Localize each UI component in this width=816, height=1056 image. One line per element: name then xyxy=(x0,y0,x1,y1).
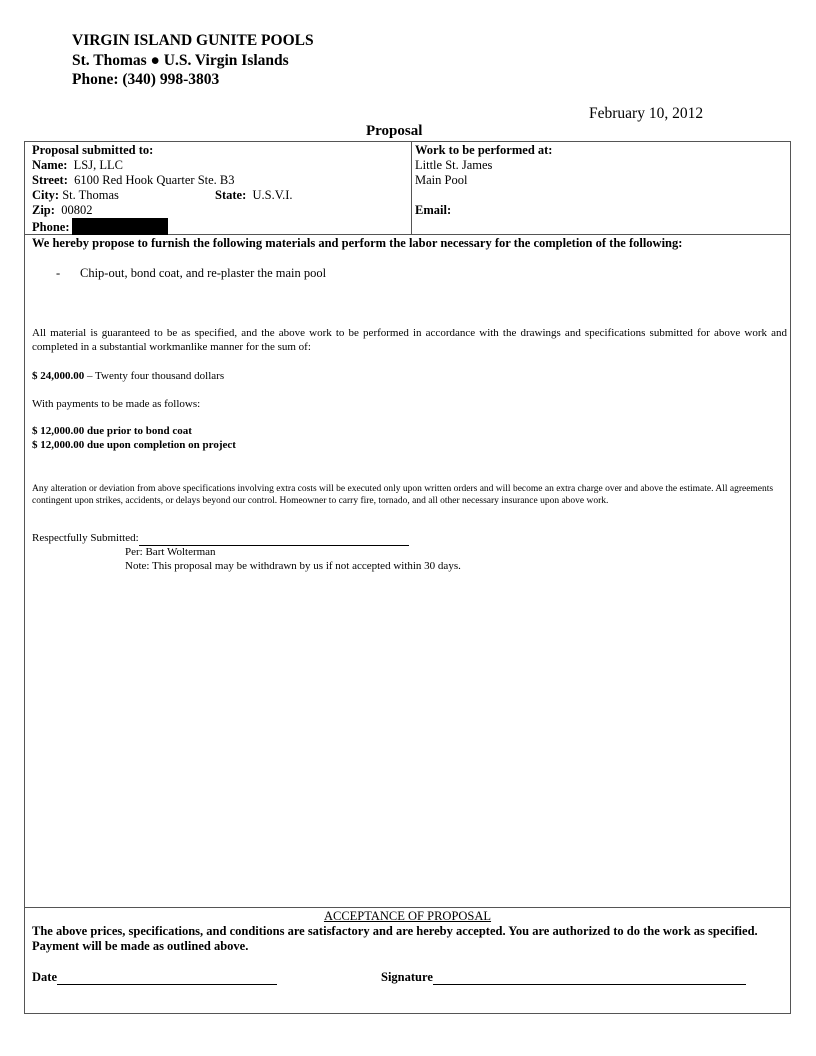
payment-1: $ 12,000.00 due prior to bond coat xyxy=(32,425,192,437)
signature-line[interactable] xyxy=(433,971,746,985)
column-divider xyxy=(411,142,412,234)
city-value: St. Thomas xyxy=(62,188,119,202)
state-value: U.S.V.I. xyxy=(252,188,293,202)
respectfully-submitted: Respectfully Submitted: xyxy=(32,532,409,546)
company-location: St. Thomas ● U.S. Virgin Islands xyxy=(72,51,289,69)
acceptance-heading: ACCEPTANCE OF PROPOSAL xyxy=(323,909,492,923)
amount-words: – Twenty four thousand dollars xyxy=(84,370,225,382)
redacted-phone xyxy=(72,218,168,235)
work-location-line2: Main Pool xyxy=(415,173,468,187)
submitted-signature-line xyxy=(139,533,409,546)
street-value: 6100 Red Hook Quarter Ste. B3 xyxy=(74,173,235,187)
phone-row: Phone: xyxy=(32,218,407,235)
city-state-row: City: St. Thomas State: U.S.V.I. xyxy=(32,188,293,202)
street-row: Street: 6100 Red Hook Quarter Ste. B3 xyxy=(32,173,235,187)
acceptance-text: The above prices, specifications, and conditions are satisfactory and are hereby accepted. You are authorized to do the work as specified. Payment will be made as outlined above. xyxy=(32,924,758,953)
zip-row: Zip: 00802 xyxy=(32,203,93,217)
payments-intro: With payments to be made as follows: xyxy=(32,398,201,410)
proposal-intro: We hereby propose to furnish the following materials and perform the labor necessary for the completion of the following: xyxy=(32,236,683,250)
zip-value: 00802 xyxy=(61,203,93,217)
submitted-to-section xyxy=(32,143,407,235)
work-location-heading: Work to be performed at: xyxy=(415,143,553,157)
section-divider xyxy=(25,907,790,908)
work-location-line1: Little St. James xyxy=(415,158,493,172)
name-value: LSJ, LLC xyxy=(73,158,123,172)
guarantee-text: All material is guaranteed to be as specified, and the above work to be performed in accordance with the drawings and specifications submitted for above work and completed in a substantial workmanlike manner for the sum of: xyxy=(32,327,787,353)
date-field[interactable] xyxy=(32,970,277,985)
signature-field[interactable] xyxy=(381,970,746,985)
submitted-to-heading: Proposal submitted to: xyxy=(32,143,154,157)
amount-value: $ 24,000.00 xyxy=(32,370,85,382)
proposal-date: February 10, 2012 xyxy=(589,105,704,122)
date-label: Date xyxy=(32,970,57,984)
email-label: Email: xyxy=(415,203,452,217)
bullet-marker: - xyxy=(56,266,61,280)
work-location-section xyxy=(415,143,785,218)
signature-label: Signature xyxy=(381,970,433,984)
withdraw-note: Note: This proposal may be withdrawn by us if not accepted within 30 days. xyxy=(125,560,461,572)
payment-2: $ 12,000.00 due upon completion on project xyxy=(32,439,236,451)
name-row: Name: LSJ, LLC xyxy=(32,158,123,172)
page-title: Proposal xyxy=(366,123,423,139)
proposal-form xyxy=(24,141,791,1014)
per-line: Per: Bart Wolterman xyxy=(125,546,216,558)
company-name: VIRGIN ISLAND GUNITE POOLS xyxy=(72,32,314,49)
scope-item: Chip-out, bond coat, and re-plaster the main pool xyxy=(80,266,327,280)
alteration-text: Any alteration or deviation from above specifications involving extra costs will be executed only upon written orders and will become an extra charge over and above the estimate. All agreements contingent upon strikes, accidents, or delays beyond our control. Homeowner to carry fire, tornado, and all other necessary insurance upon above work. xyxy=(32,484,774,506)
company-phone: Phone: (340) 998-3803 xyxy=(72,71,220,88)
amount-line xyxy=(32,370,224,384)
company-header xyxy=(72,31,314,90)
date-line[interactable] xyxy=(57,971,277,985)
